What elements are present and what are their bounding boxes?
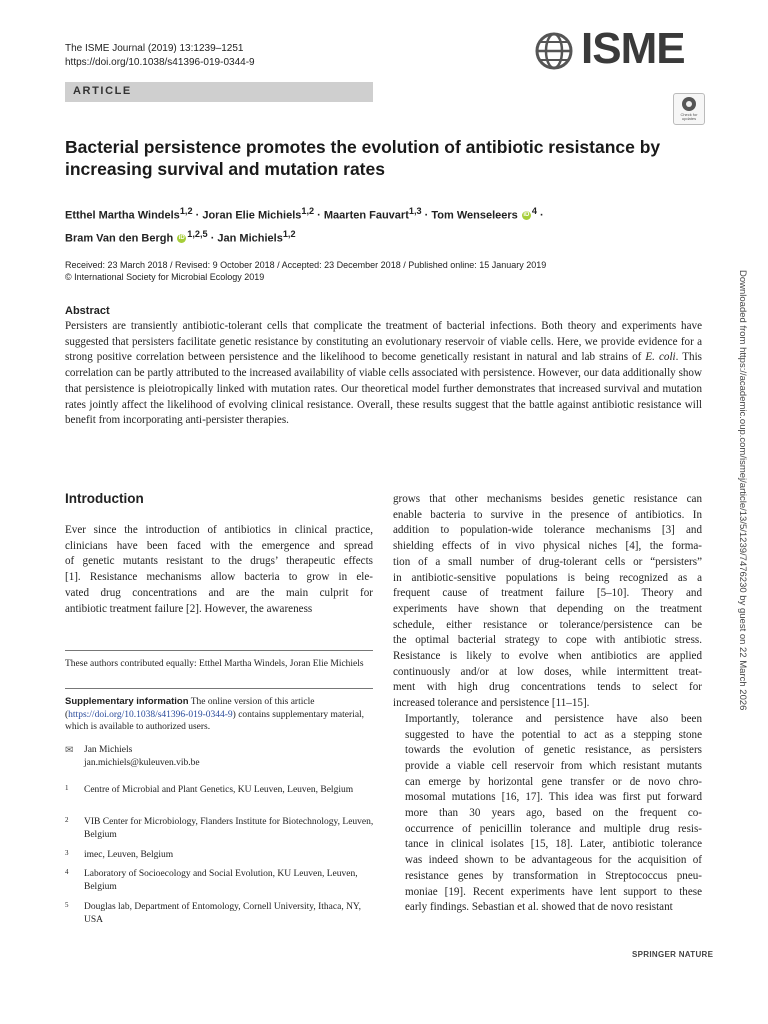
footnote-divider	[65, 688, 373, 689]
check-for-updates-button[interactable]	[673, 93, 705, 125]
text-line: tance in clinical isolates [15, 18]. Later, antibiotic tolerance	[405, 838, 702, 851]
text-line: tion of a small number of drug-tolerant cells or “persisters”	[393, 555, 702, 568]
bookmark-icon	[682, 97, 696, 111]
author-name[interactable]: Bram Van den Bergh	[65, 232, 174, 245]
text-line: moniae [19]. Recent experiments have lent support to these	[405, 885, 702, 898]
journal-citation: The ISME Journal (2019) 13:1239–1251	[65, 43, 244, 54]
equal-contribution-note: These authors contributed equally: Etthel Martha Windels, Joran Elie Michiels	[65, 659, 364, 669]
author-affil-sup: 1,2	[282, 228, 296, 239]
section-label-bar	[65, 82, 373, 102]
affiliation-text: Centre of Microbial and Plant Genetics, KU Leuven, Leuven, Belgium	[84, 785, 354, 795]
author-list	[65, 202, 685, 247]
author-name[interactable]: Maarten Fauvart	[323, 209, 409, 222]
species-name: E. coli	[645, 351, 676, 364]
affiliation-number: 3	[65, 849, 69, 857]
supplementary-text: ) contains supplementary material, which is available to authorized users.	[65, 709, 365, 732]
publication-dates	[65, 259, 546, 283]
text-line: resistance genes by transformation in Streptococcus pneu-	[405, 869, 702, 882]
copyright: © International Society for Microbial Ecology 2019	[65, 272, 265, 282]
supplementary-info	[65, 696, 373, 734]
text-line: suggested to have the potential to act as a stepping stone	[405, 728, 702, 741]
text-line: increased tolerance and persistence [11–15].	[393, 697, 590, 710]
text-line: frequent cause of treatment failure [5–10]. Theory and	[393, 587, 702, 600]
author-affil-sup: 1,2,5	[187, 228, 208, 239]
text-line: experiments have shown that depending on the treatment	[393, 602, 702, 615]
text-line: can emerge by horizontal gene transfer or de novo chro-	[405, 775, 702, 788]
orcid-icon[interactable]: iD	[178, 234, 185, 241]
abstract-text-part: Persisters are transiently antibiotic-tolerant cells that complicate the treatment of bacterial infections. Both theory and experiments have suggested that persisters facilitate genetic resistance by constituting an evolutionary reservoir of viable cells. Here, we provide evidence for a strong positive correlation between persistence and the likelihood to become genetically resistant in natural and lab strains of	[65, 320, 702, 364]
text-line: enable bacteria to survive in the presence of antibiotics. In	[393, 508, 702, 521]
logo-text: ISME	[581, 24, 685, 73]
section-label: ARTICLE	[73, 85, 132, 97]
text-line: [1]. Resistance mechanisms allow bacteria to grow in ele-	[65, 571, 373, 584]
affiliation-number: 5	[65, 901, 69, 909]
supplementary-link[interactable]: https://doi.org/10.1038/s41396-019-0344-9	[68, 709, 233, 720]
text-line: was indeed shown to be advantageous for the acquisition of	[405, 854, 702, 867]
affiliation-number: 4	[65, 868, 69, 876]
introduction-heading: Introduction	[65, 491, 144, 506]
text-line: continuously and/or at low doses, while intermittent treat-	[393, 665, 702, 678]
paragraph	[393, 492, 702, 712]
author-affil-sup: 1,3	[408, 206, 422, 216]
journal-header	[65, 42, 255, 70]
corresponding-name: Jan Michiels	[84, 745, 133, 755]
affiliation-text: Douglas lab, Department of Entomology, Cornell University, Ithaca, NY, USA	[84, 902, 361, 925]
text-line: addition to population-wide tolerance mechanisms [3] and	[393, 524, 702, 537]
isme-logo[interactable]	[533, 24, 705, 73]
author-name[interactable]: Jan Michiels	[217, 232, 283, 245]
text-line: shielding effects of in vivo physical niches [4], the forma-	[393, 540, 702, 553]
text-line: the optimal bacterial strategy to cope with antibiotic stress.	[393, 634, 702, 647]
body-column-left	[65, 523, 373, 617]
affiliation-text: imec, Leuven, Belgium	[84, 850, 174, 860]
abstract-heading: Abstract	[65, 305, 110, 317]
affiliation-number: 2	[65, 816, 69, 824]
paragraph	[393, 712, 702, 916]
download-watermark: Downloaded from https://academic.oup.com/ismej/article/13/5/1239/7476230 by guest on 22 March 2026	[737, 270, 748, 711]
affiliation-text: Laboratory of Socioecology and Social Evolution, KU Leuven, Leuven, Belgium	[84, 869, 358, 892]
text-line: clinicians have been faced with the emergence and spread	[65, 539, 373, 552]
corresponding-email[interactable]: jan.michiels@kuleuven.vib.be	[84, 757, 200, 768]
author-line-1: Etthel Martha Windels$^{1,2}$ · Joran Elie Michiels$^{1,2}$ · Maarten Fauvart$^{1,3}$ · Tom Wenseleers iD $^4$ ·	[65, 206, 544, 222]
abstract-text-part: . This correlation can be partly attributed to the increased availability of viable cells associated with persistence. However, our data additionally show that persistence is pleiotropically linked with mutation rates. Our theoretical model further demonstrates that increased survival and mutation rates jointly affect the likelihood of evolving clinical resistance. Overall, these results suggest that the battle against antibiotic resistance will benefit from incorporating anti-persister therapies.	[65, 351, 702, 427]
text-line: of genetic mutants resistant to the drugs’ therapeutic effects	[65, 555, 373, 568]
text-line: more than 30 years ago, based on the frequent co-	[405, 807, 702, 820]
supplementary-label: Supplementary information	[65, 696, 189, 707]
author-line-2: Bram Van den Bergh iD $^{1,2,5}$ · Jan Michiels$^{1,2}$	[65, 228, 296, 245]
author-affil-sup: 1,2	[301, 206, 315, 216]
author-name[interactable]: Tom Wenseleers	[431, 209, 518, 222]
text-line: Resistance is likely to evolve when antibiotics are applied	[393, 650, 702, 663]
abstract-text	[65, 319, 702, 429]
check-for-updates-label: Check for updates	[680, 112, 698, 121]
doi-link[interactable]: https://doi.org/10.1038/s41396-019-0344-9	[65, 57, 255, 68]
envelope-icon: ✉	[65, 745, 74, 756]
affiliation-text: VIB Center for Microbiology, Flanders Institute for Biotechnology, Leuven, Belgium	[84, 817, 374, 840]
body-column-right	[393, 492, 702, 916]
text-line: occurrence of penicillin tolerance and multiple drug resis-	[405, 822, 702, 835]
article-title: Bacterial persistence promotes the evolution of antibiotic resistance by increasing survival and mutation rates	[65, 137, 661, 179]
text-line: antibiotic treatment failure [2]. However, the awareness	[65, 602, 313, 615]
text-line: ment with high drug concentrations tends to select for	[393, 681, 702, 694]
text-line: Importantly, tolerance and persistence have also been	[405, 712, 702, 725]
author-name[interactable]: Etthel Martha Windels	[65, 209, 180, 222]
text-line: Ever since the introduction of antibiotics in clinical practice,	[65, 524, 373, 536]
text-line: vated drug concentrations and are the main culprit for	[65, 586, 373, 599]
text-line: provide a viable cell reservoir from which resistant mutants	[405, 759, 702, 772]
supplementary-text: The online version of this article (	[65, 697, 315, 720]
author-name[interactable]: Joran Elie Michiels	[202, 209, 302, 222]
footnote-divider	[65, 650, 373, 651]
author-affil-sup: 4	[531, 206, 537, 216]
history-dates: Received: 23 March 2018 / Revised: 9 October 2018 / Accepted: 23 December 2018 / Published online: 15 January 2019	[65, 260, 547, 270]
author-affil-sup: 1,2	[179, 206, 193, 216]
orcid-icon[interactable]: iD	[523, 212, 530, 219]
paragraph	[65, 523, 373, 617]
text-line: in antibiotic-sensitive populations is being recognized as a	[393, 571, 702, 584]
corresponding-author	[84, 744, 200, 769]
text-line: schedule, either resistance or tolerance/persistence can be	[393, 618, 702, 631]
text-line: early findings. Sebastian et al. showed that de novo resistant	[405, 901, 673, 914]
text-line: grows that other mechanisms besides genetic resistance can	[393, 493, 702, 505]
affiliation-number: 1	[65, 784, 69, 792]
globe-icon	[533, 30, 575, 72]
text-line: mosomal mutations [16, 17]. This idea was first put forward	[405, 791, 702, 804]
text-line: towards the evolution of genetic resistance, as persisters	[405, 744, 702, 757]
publisher-logo: SPRINGER NATURE	[632, 950, 714, 959]
